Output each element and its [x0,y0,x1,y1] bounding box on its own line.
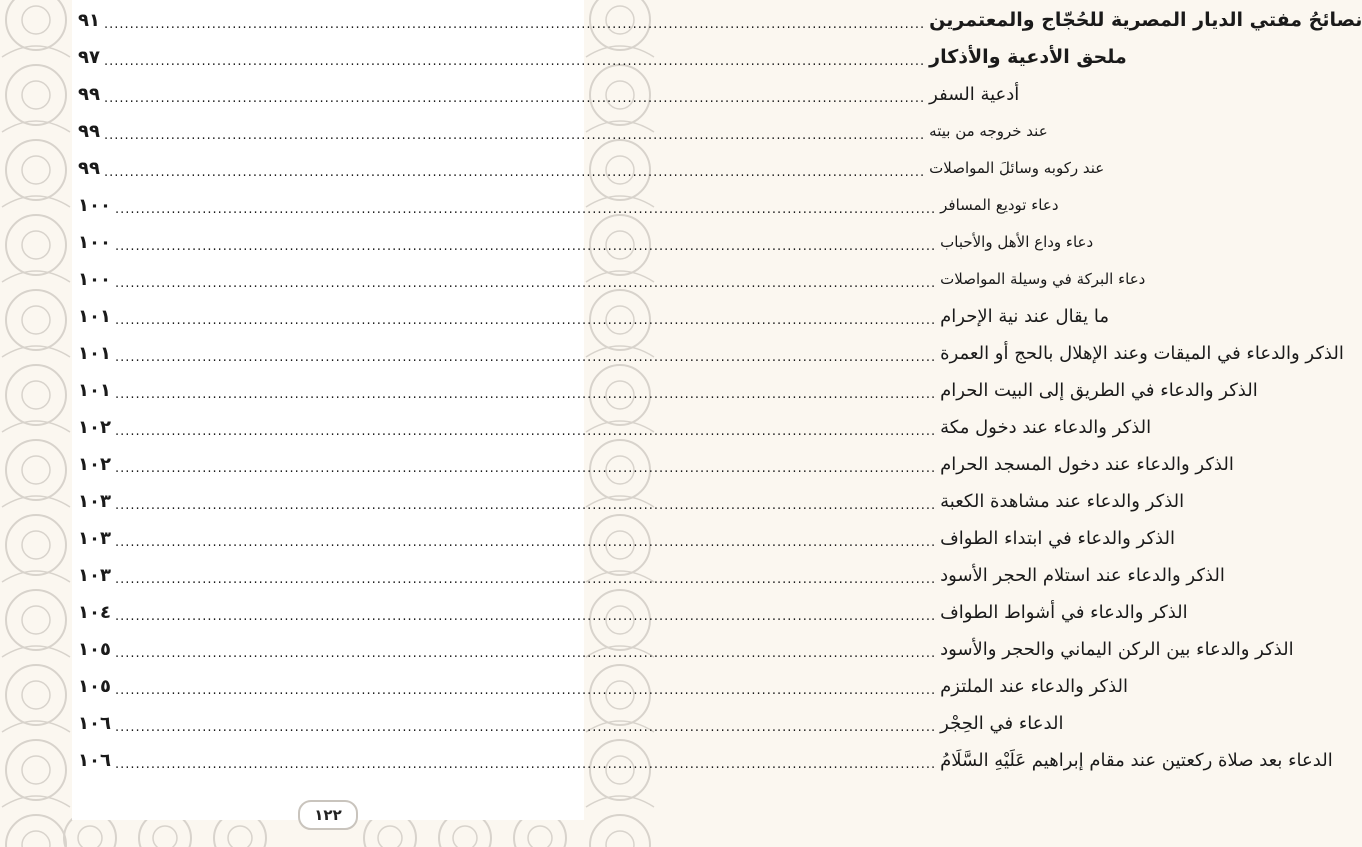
toc-leader-dots: ................................................................................................................................................................ [103,53,926,69]
border-ornament [78,826,102,847]
border-ornament [6,590,66,650]
border-ornament [228,826,252,847]
toc-entry-title: عند خروجه من بيته [929,122,1048,140]
toc-leader-dots: ................................................................................................................................................................ [114,460,937,476]
toc-row [78,224,1094,260]
toc-entry-title: ما يقال عند نية الإحرام [940,305,1110,327]
toc-row [78,187,1059,223]
toc-row [78,150,1105,186]
toc-page-number: ١٠٣ [78,564,111,586]
border-ornament [6,515,66,575]
toc-entry-title: الذكر والدعاء عند استلام الحجر الأسود [940,564,1225,586]
border-ornament [22,456,50,484]
toc-entry-title: دعاء وداع الأهل والأحباب [940,233,1094,251]
border-ornament [2,721,70,732]
toc-entry-title: الدعاء في الحِجْر [940,712,1064,734]
toc-page-number: ١٠١ [78,305,111,327]
toc-leader-dots: ................................................................................................................................................................ [114,682,937,698]
toc-row [78,594,1188,630]
border-ornament [2,271,70,282]
border-ornament [6,65,66,125]
border-ornament [6,440,66,500]
border-ornament [2,496,70,507]
page-number-badge: ١٢٢ [298,800,358,830]
toc-entry-title: دعاء توديع المسافر [940,196,1059,214]
border-ornament [2,646,70,657]
toc-row [78,2,1362,38]
toc-row [78,705,1064,741]
border-ornament [153,826,177,847]
border-ornament [22,81,50,109]
border-ornament [586,796,654,807]
toc-page-number: ١٠١ [78,379,111,401]
toc-leader-dots: ................................................................................................................................................................ [114,349,937,365]
toc-entry-title: الذكر والدعاء في الطريق إلى البيت الحرام [940,379,1258,401]
border-ornament [22,6,50,34]
toc-entry-title: الذكر والدعاء في ابتداء الطواف [940,527,1175,549]
toc-page-number: ١٠٣ [78,527,111,549]
border-ornament [528,826,552,847]
border-ornament [2,571,70,582]
border-ornament [453,826,477,847]
toc-leader-dots: ................................................................................................................................................................ [114,312,937,328]
toc-leader-dots: ................................................................................................................................................................ [114,423,937,439]
toc-leader-dots: ................................................................................................................................................................ [114,756,937,772]
toc-page-number: ٩٩ [78,83,100,105]
border-ornament [2,346,70,357]
toc-page-number: ١٠١ [78,342,111,364]
toc-row [78,483,1185,519]
toc-leader-dots: ................................................................................................................................................................ [114,571,937,587]
toc-row [78,668,1129,704]
toc-page-number: ١٠٢ [78,416,111,438]
toc-page-number: ١٠٠ [78,231,111,253]
toc-leader-dots: ................................................................................................................................................................ [114,608,937,624]
border-ornament [22,381,50,409]
border-ornament [22,306,50,334]
toc-page-number: ١٠٥ [78,675,111,697]
toc-entry-title: أدعية السفر [929,83,1020,105]
border-ornament [2,46,70,57]
toc-row [78,557,1225,593]
border-ornament [22,156,50,184]
toc-leader-dots: ................................................................................................................................................................ [103,16,926,32]
toc-page-number: ١٠٠ [78,268,111,290]
border-ornament [2,421,70,432]
toc-leader-dots: ................................................................................................................................................................ [114,534,937,550]
toc-entry-title: الذكر والدعاء في أشواط الطواف [940,601,1188,623]
toc-row [78,446,1234,482]
border-ornament [606,831,634,847]
toc-entry-title: الذكر والدعاء عند دخول مكة [940,416,1152,438]
toc-leader-dots: ................................................................................................................................................................ [114,497,937,513]
border-ornament [6,665,66,725]
toc-page-number: ١٠٣ [78,490,111,512]
toc-leader-dots: ................................................................................................................................................................ [114,719,937,735]
border-ornament [22,531,50,559]
toc-row [78,631,1294,667]
toc-row [78,372,1258,408]
toc-entry-title: عند ركوبه وسائلَ المواصلات [929,159,1105,177]
toc-leader-dots: ................................................................................................................................................................ [103,90,926,106]
toc-entry-title: نصائحُ مفتي الديار المصرية للحُجّاج والمعتمرين [929,9,1362,31]
border-ornament [6,215,66,275]
toc-leader-dots: ................................................................................................................................................................ [114,275,937,291]
border-ornament [22,606,50,634]
toc-entry-title: دعاء البركة في وسيلة المواصلات [940,270,1146,288]
toc-page-number: ٩٧ [78,46,100,68]
toc-row [78,520,1175,556]
toc-page-number: ١٠٤ [78,601,111,623]
toc-leader-dots: ................................................................................................................................................................ [103,127,926,143]
border-ornament [378,826,402,847]
toc-row [78,113,1048,149]
toc-page-number: ١٠٦ [78,749,111,771]
border-ornament [2,196,70,207]
border-ornament [6,140,66,200]
toc-page-number: ١٠٥ [78,638,111,660]
border-ornament [6,365,66,425]
border-ornament [6,740,66,800]
border-ornament [2,121,70,132]
toc-entry-title: الذكر والدعاء عند الملتزم [940,675,1129,697]
toc-entry-title: الدعاء بعد صلاة ركعتين عند مقام إبراهيم عَلَيْهِ السَّلَامُ [940,749,1333,771]
border-ornament [6,0,66,50]
toc-row [78,335,1344,371]
toc-row [78,39,1127,75]
border-ornament [22,756,50,784]
toc-leader-dots: ................................................................................................................................................................ [114,645,937,661]
toc-page-number: ٩٩ [78,157,100,179]
toc-page-number: ٩٩ [78,120,100,142]
toc-entry-title: الذكر والدعاء عند دخول المسجد الحرام [940,453,1234,475]
border-ornament [6,290,66,350]
toc-page-number: ١٠٠ [78,194,111,216]
toc-entry-title: الذكر والدعاء بين الركن اليماني والحجر والأسود [940,638,1294,660]
border-ornament [22,681,50,709]
border-ornament [22,231,50,259]
toc-leader-dots: ................................................................................................................................................................ [114,386,937,402]
toc-entry-title: ملحق الأدعية والأذكار [929,46,1127,68]
toc-row [78,409,1152,445]
toc-row [78,742,1333,778]
toc-row [78,298,1110,334]
toc-leader-dots: ................................................................................................................................................................ [103,164,926,180]
toc-leader-dots: ................................................................................................................................................................ [114,238,937,254]
border-ornament [2,796,70,807]
toc-page-number: ٩١ [78,9,100,31]
toc-entry-title: الذكر والدعاء في الميقات وعند الإهلال بالحج أو العمرة [940,342,1344,364]
toc-page-number: ١٠٦ [78,712,111,734]
toc-page-number: ١٠٢ [78,453,111,475]
toc-row [78,261,1146,297]
toc-leader-dots: ................................................................................................................................................................ [114,201,937,217]
toc-row [78,76,1020,112]
border-ornament [22,831,50,847]
toc-entry-title: الذكر والدعاء عند مشاهدة الكعبة [940,490,1185,512]
